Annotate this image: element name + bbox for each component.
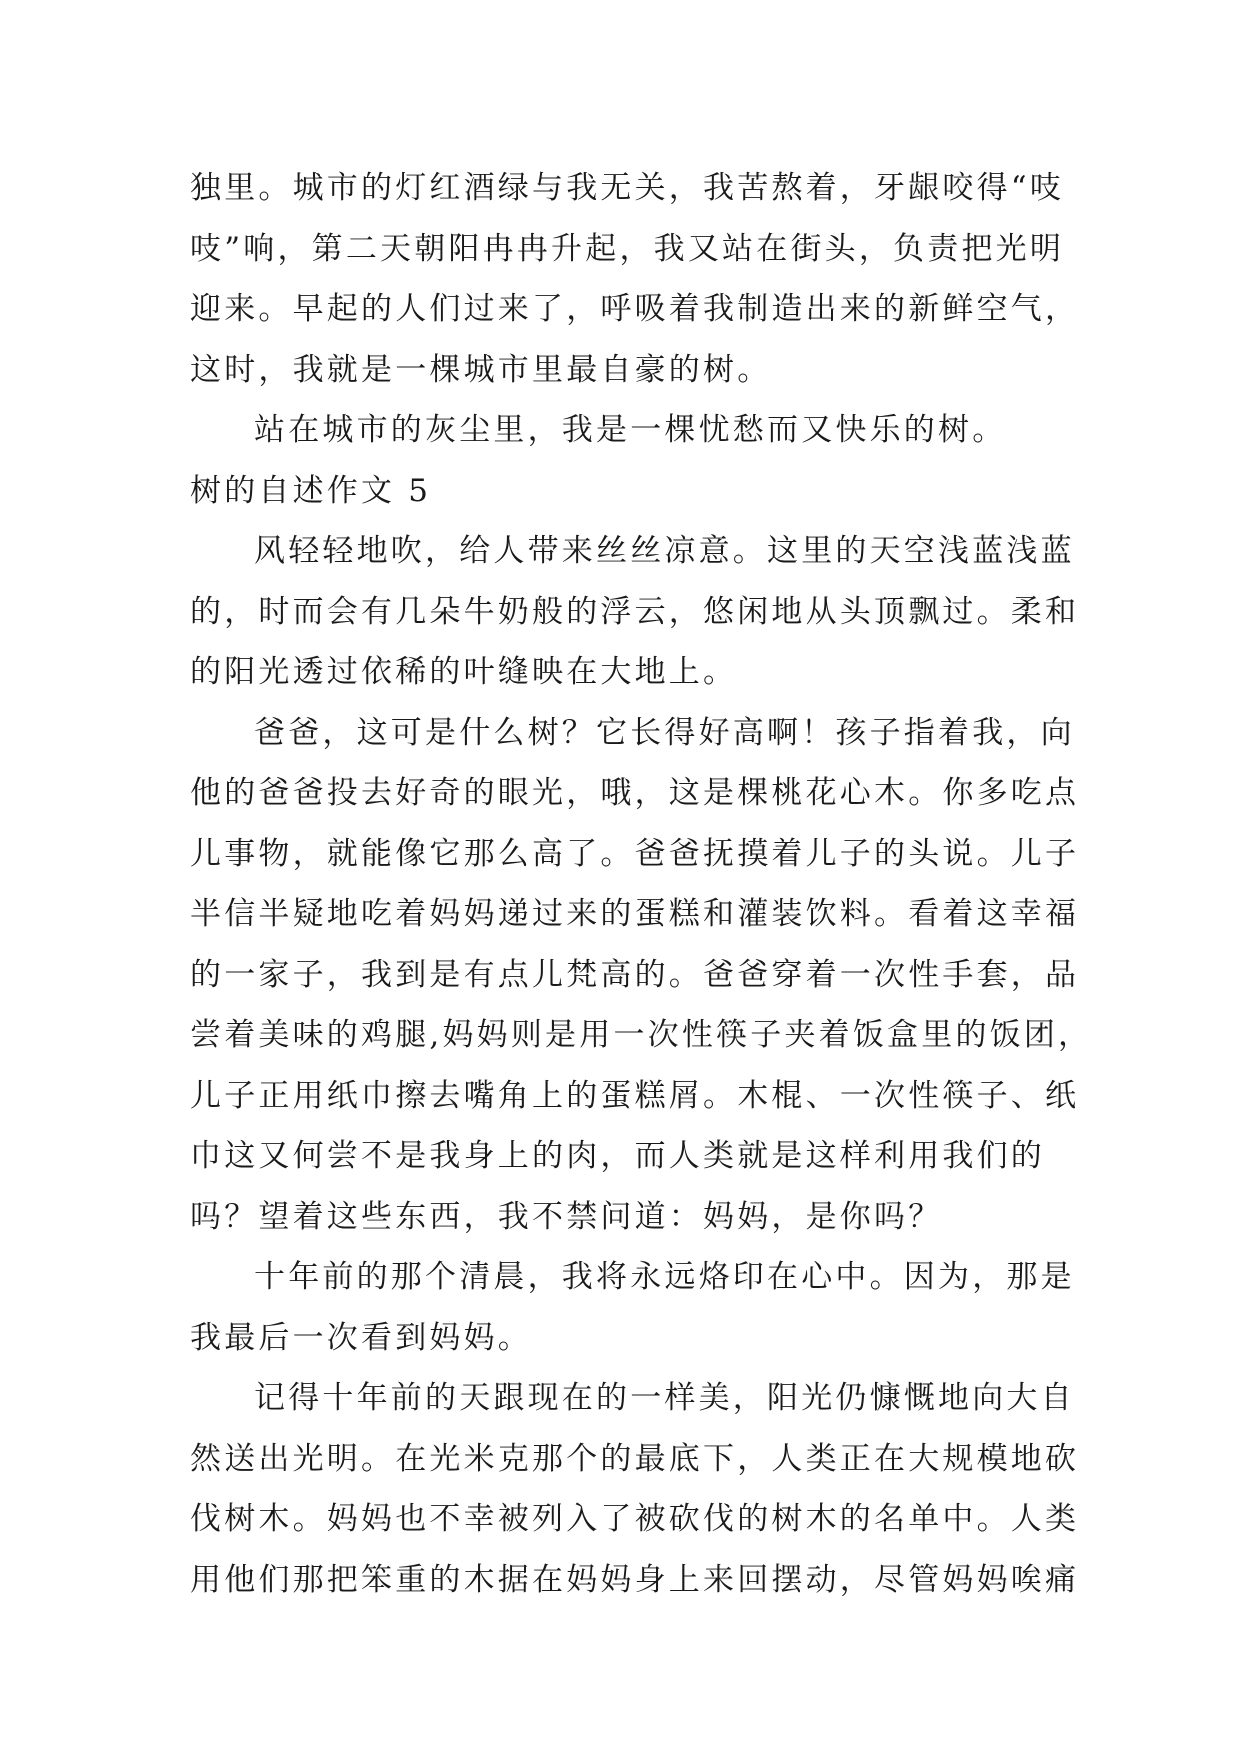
paragraph-start-line: 风轻轻地吹，给人带来丝丝凉意。这里的天空浅蓝浅蓝 — [254, 533, 1075, 569]
text-line: 我最后一次看到妈妈。 — [190, 1319, 532, 1356]
text-line: 儿事物，就能像它那么高了。爸爸抚摸着儿子的头说。儿子 — [190, 835, 1080, 872]
text-line: 这时，我就是一棵城市里最自豪的树。 — [190, 351, 772, 388]
text-line: 的，时而会有几朵牛奶般的浮云，悠闲地从头顶飘过。柔和 — [190, 593, 1080, 630]
text-line: 儿子正用纸巾擦去嘴角上的蛋糕屑。木棍、一次性筷子、纸 — [190, 1077, 1080, 1114]
text-line: 伐树木。妈妈也不幸被列入了被砍伐的树木的名单中。人类 — [190, 1501, 1080, 1537]
text-line: 的阳光透过依稀的叶缝映在大地上。 — [190, 654, 738, 690]
text-line: 独里。城市的灯红酒绿与我无关，我苦熬着，牙龈咬得“吱 — [190, 170, 1065, 206]
text-line: 的一家子，我到是有点儿梵高的。爸爸穿着一次性手套，品 — [190, 956, 1080, 993]
text-line: 尝着美味的鸡腿,妈妈则是用一次性筷子夹着饭盒里的饭团， — [190, 1017, 1093, 1053]
text-line: 迎来。早起的人们过来了，呼吸着我制造出来的新鲜空气， — [190, 291, 1080, 327]
body-text — [190, 158, 1093, 1610]
text-line: 用他们那把笨重的木据在妈妈身上来回摆动，尽管妈妈唉痛 — [190, 1561, 1080, 1598]
text-line: 半信半疑地吃着妈妈递过来的蛋糕和灌装饮料。看着这幸福 — [190, 896, 1080, 932]
section-heading: 树的自述作文 5 — [190, 472, 432, 509]
text-line: 巾这又何尝不是我身上的肉，而人类就是这样利用我们的 — [190, 1138, 1045, 1174]
text-line: 他的爸爸投去好奇的眼光，哦，这是棵桃花心木。你多吃点 — [190, 775, 1080, 811]
paragraph-start-line: 记得十年前的天跟现在的一样美，阳光仍慷慨地向大自 — [254, 1380, 1075, 1416]
paragraph-start-line: 十年前的那个清晨，我将永远烙印在心中。因为，那是 — [254, 1259, 1075, 1295]
text-line: 吗？望着这些东西，我不禁问道：妈妈，是你吗？ — [190, 1198, 943, 1235]
paragraph-start-line: 站在城市的灰尘里，我是一棵忧愁而又快乐的树。 — [254, 412, 1007, 448]
text-line: 吱”响，第二天朝阳冉冉升起，我又站在街头，负责把光明 — [190, 230, 1065, 267]
text-line: 然送出光明。在光米克那个的最底下，人类正在大规模地砍 — [190, 1440, 1080, 1477]
paragraph-start-line: 爸爸，这可是什么树？它长得好高啊！孩子指着我，向 — [254, 714, 1075, 751]
